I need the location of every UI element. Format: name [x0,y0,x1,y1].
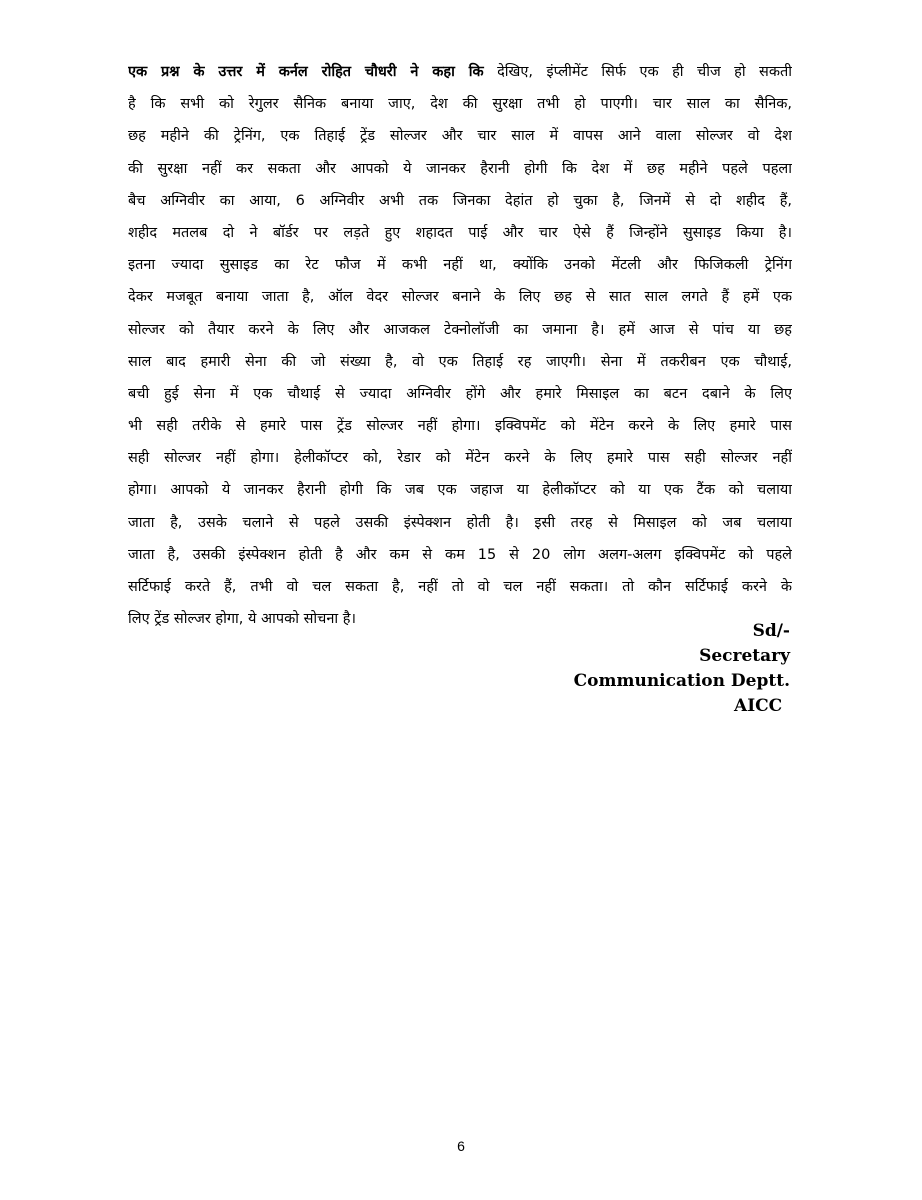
signature-org: AICC [734,696,783,716]
body-line: सर्टिफाई करते हैं, तभी वो चल सकता है, नहीं तो वो चल नहीं सकता। तो कौन सर्टिफाई करने के [128,579,792,595]
signature-sd: Sd/- [752,621,790,641]
signature-department: Communication Deptt. [573,671,790,691]
body-line: शहीद मतलब दो ने बॉर्डर पर लड़ते हुए शहादत पाई और चार ऐसे हैं जिन्होंने सुसाइड किया है। [128,224,792,241]
body-line: बची हुई सेना में एक चौथाई से ज्यादा अग्निवीर होंगे और हमारे मिसाइल का बटन दबाने के लिए [128,385,792,402]
body-line: है कि सभी को रेगुलर सैनिक बनाया जाए, देश की सुरक्षा तभी हो पाएगी। चार साल का सैनिक, [128,96,792,113]
body-line: छह महीने की ट्रेनिंग, एक तिहाई ट्रेंड सोल्जर और चार साल में वापस आने वाला सोल्जर वो देश [128,128,792,145]
body-line-1-rest: देखिए, इंप्लीमेंट सिर्फ एक ही चीज हो सकती [483,64,792,80]
page-number: 6 [457,1138,465,1154]
body-line: साल बाद हमारी सेना की जो संख्या है, वो एक तिहाई रह जाएगी। सेना में तकरीबन एक चौथाई, [128,353,792,370]
body-line: सही सोल्जर नहीं होगा। हेलीकॉप्टर को, रेडार को मेंटेन करने के लिए हमारे पास सही सोल्जर नहीं [128,450,792,467]
body-line: बैच अग्निवीर का आया, 6 अग्निवीर अभी तक जिनका देहांत हो चुका है, जिनमें से दो शहीद हैं, [128,192,792,209]
statement-body [128,56,792,635]
lead-bold-phrase: एक प्रश्न के उत्तर में कर्नल रोहित चौधरी ने कहा कि [128,64,484,80]
body-line: जाता है, उसके चलाने से पहले उसकी इंस्पेक्शन होती है। इसी तरह से मिसाइल को जब चलाया [128,514,792,531]
body-line: जाता है, उसकी इंस्पेक्शन होती है और कम से कम 15 से 20 लोग अलग-अलग इक्विपमेंट को पहले [128,546,792,563]
signature-title: Secretary [699,646,790,666]
body-line: की सुरक्षा नहीं कर सकता और आपको ये जानकर हैरानी होगी कि देश में छह महीने पहले पहला [128,160,792,177]
body-line: इतना ज्यादा सुसाइड का रेट फौज में कभी नहीं था, क्योंकि उनको मेंटली और फिजिकली ट्रेनिंग [128,257,792,274]
body-line-1 [128,56,792,88]
body-line-last: लिए ट्रेंड सोल्जर होगा, ये आपको सोचना है। [128,611,356,628]
body-line: भी सही तरीके से हमारे पास ट्रेंड सोल्जर नहीं होगा। इक्विपमेंट को मेंटेन करने के लिए हमारे पास [128,418,792,435]
body-line: होगा। आपको ये जानकर हैरानी होगी कि जब एक जहाज या हेलीकॉप्टर को या एक टैंक को चलाया [128,482,792,499]
body-line: सोल्जर को तैयार करने के लिए और आजकल टेक्नोलॉजी का जमाना है। हमें आज से पांच या छह [128,321,792,338]
signature-block [540,619,790,719]
body-line: देकर मजबूत बनाया जाता है, ऑल वेदर सोल्जर बनाने के लिए छह से सात साल लगते हैं हमें एक [128,289,792,306]
